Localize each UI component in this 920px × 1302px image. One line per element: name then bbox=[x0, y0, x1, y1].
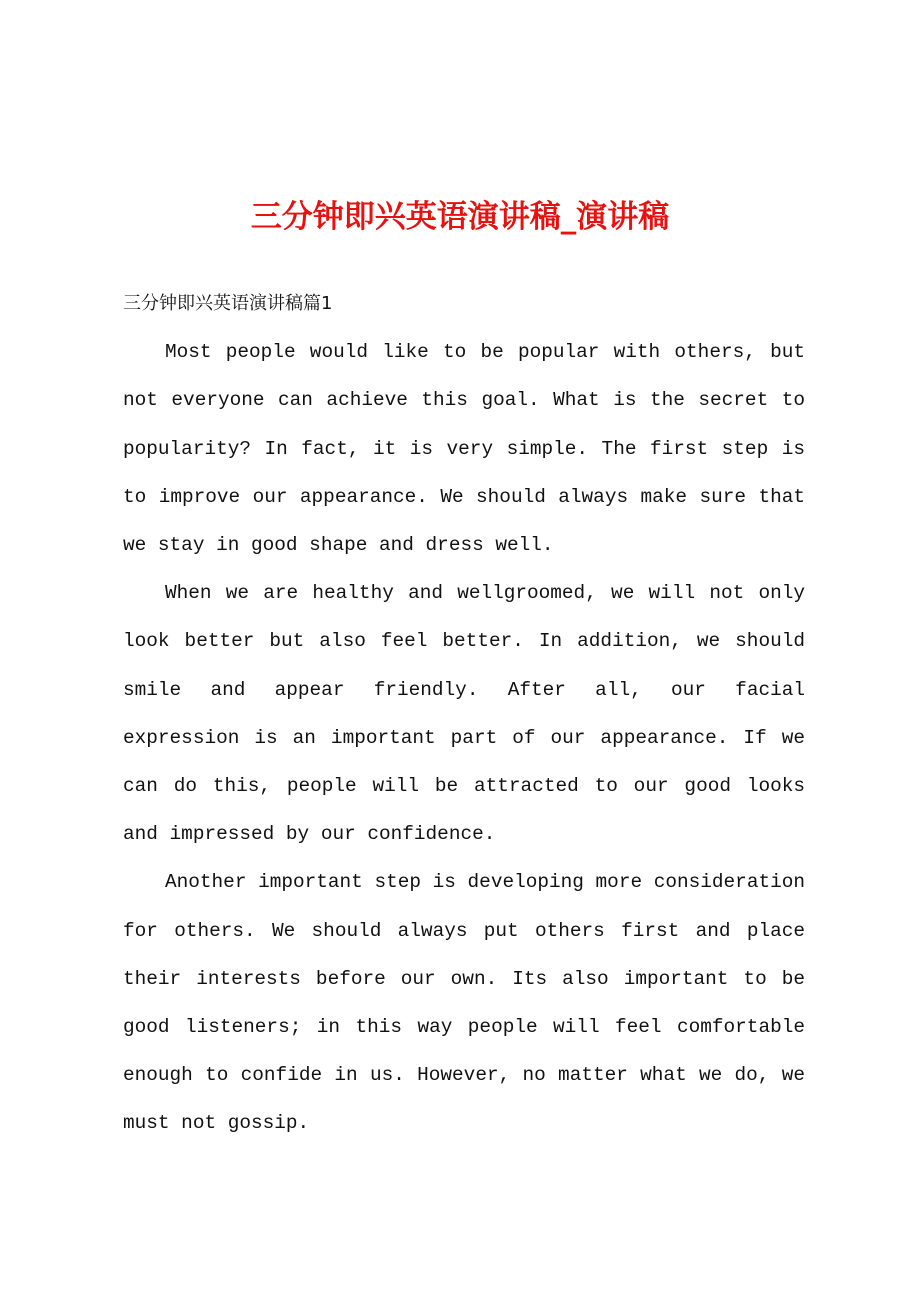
paragraph-2: When we are healthy and wellgroomed, we will not only look better but also feel better. In addition, we should smile and appear friendly. After all, our facial expression is an important part of our appearance. If we can do this, people will be attracted to our good looks and impressed by our confidence. bbox=[123, 582, 805, 846]
section-heading: 三分钟即兴英语演讲稿篇1 bbox=[123, 293, 333, 314]
document-title: 三分钟即兴英语演讲稿_演讲稿 bbox=[250, 199, 670, 235]
paragraph-3: Another important step is developing more consideration for others. We should always put others first and place their interests before our own. Its also important to be good listeners; in this way people will feel comfortable enough to confide in us. However, no matter what we do, we must not gossip. bbox=[123, 871, 805, 1135]
document-body bbox=[123, 280, 805, 1148]
paragraph-1: Most people would like to be popular with others, but not everyone can achieve this goal. What is the secret to popularity? In fact, it is very simple. The first step is to improve our appearance. We should always make sure that we stay in good shape and dress well. bbox=[123, 341, 805, 557]
